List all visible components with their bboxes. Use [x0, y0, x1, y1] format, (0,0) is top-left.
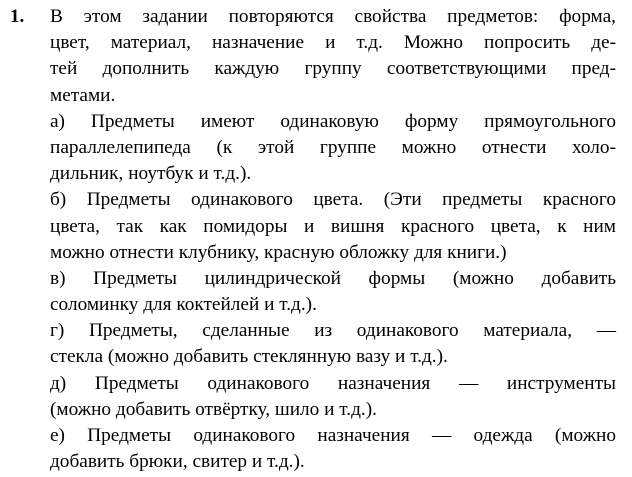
intro-line: метами. — [50, 84, 116, 106]
task-number: 1. — [10, 6, 25, 27]
item-line: д) Предметы одинакового назначения — инструменты — [50, 372, 616, 394]
intro-paragraph — [50, 4, 616, 109]
item-v — [50, 266, 616, 318]
item-line: г) Предметы, сделанные из одинакового материала, — — [50, 320, 616, 342]
intro-line: цвет, материал, назначение и т.д. Можно попросить де- — [50, 32, 616, 54]
item-line: в) Предметы цилиндрической формы (можно добавить — [50, 267, 616, 289]
item-line: соломинку для коктейлей и т.д.). — [50, 294, 317, 316]
item-line: б) Предметы одинакового цвета. (Эти предметы красного — [50, 189, 616, 211]
item-line: (можно добавить отвёртку, шило и т.д.). — [50, 398, 377, 420]
item-line: можно отнести клубнику, красную обложку для книги.) — [50, 241, 507, 263]
item-a — [50, 109, 616, 188]
item-g — [50, 318, 616, 370]
task-content — [50, 4, 616, 475]
item-line: стекла (можно добавить стеклянную вазу и т.д.). — [50, 346, 448, 368]
intro-line: тей дополнить каждую группу соответствующими пред- — [50, 58, 616, 80]
intro-line: В этом задании повторяются свойства предметов: форма, — [50, 6, 616, 27]
item-line: а) Предметы имеют одинаковую форму прямоугольного — [50, 110, 616, 132]
item-line: е) Предметы одинакового назначения — одежда (можно — [50, 425, 616, 446]
item-b — [50, 187, 616, 266]
item-line: параллелепипеда (к этой группе можно отнести холо- — [50, 136, 616, 158]
item-line: дильник, ноутбук и т.д.). — [50, 163, 252, 185]
item-line: добавить брюки, свитер и т.д.). — [50, 451, 305, 473]
item-e — [50, 423, 616, 475]
item-line: цвета, так как помидоры и вишня красного цвета, к ним — [50, 215, 616, 237]
item-d — [50, 371, 616, 423]
